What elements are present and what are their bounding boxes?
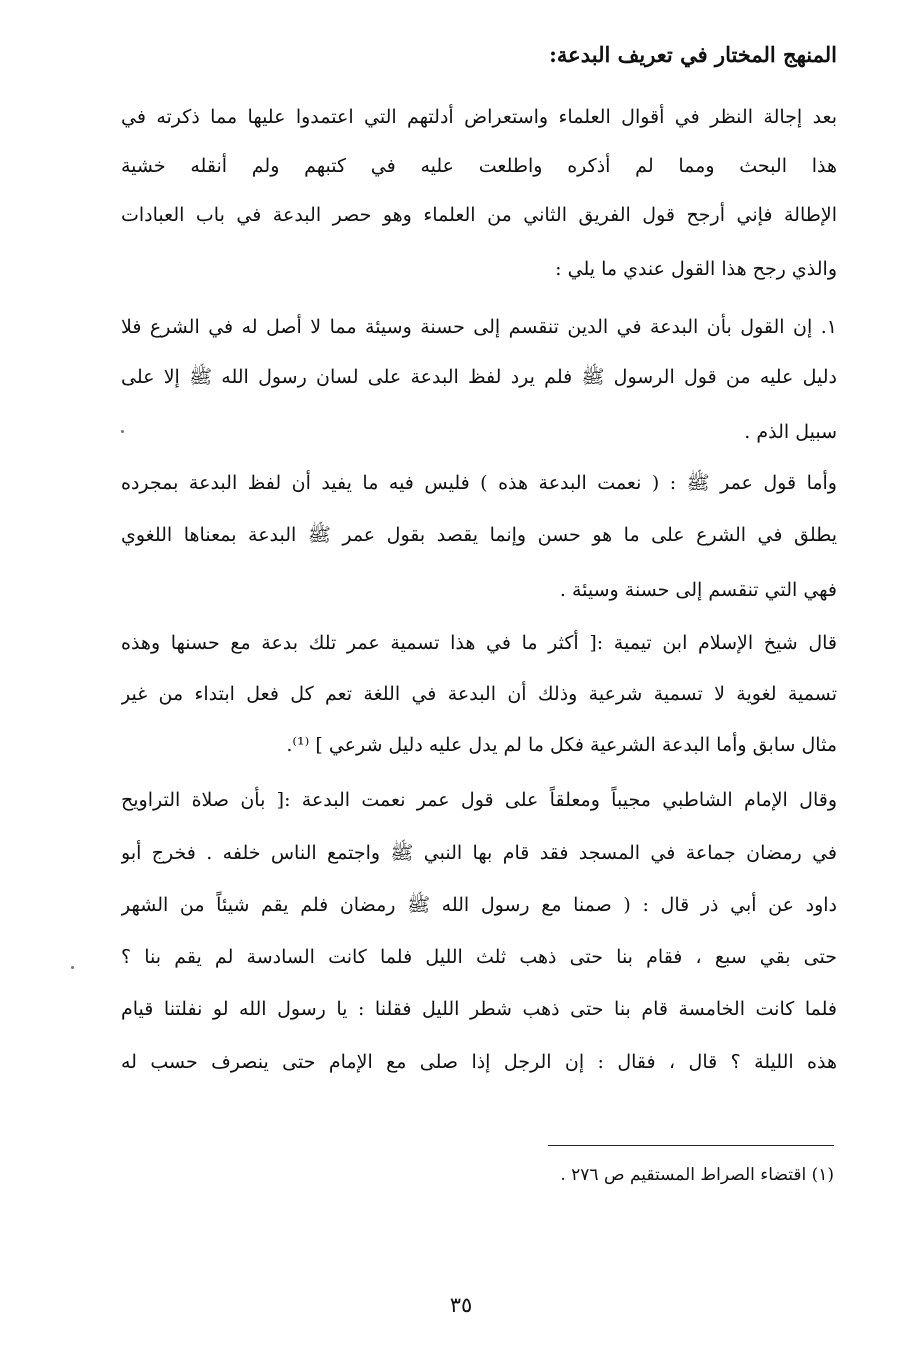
body-line-11: قال شيخ الإسلام ابن تيمية :[ أكثر ما في هذا تسمية عمر تلك بدعة مع حسنها وهذه	[121, 632, 837, 654]
body-line-19: هذه الليلة ؟ قال ، فقال : إن الرجل إذا صلى مع الإمام حتى ينصرف حسب له	[121, 1051, 837, 1073]
body-line-2: هذا البحث ومما لم أذكره واطلعت عليه في كتبهم ولم أنقله خشية	[121, 155, 837, 177]
body-line-3: الإطالة فإني أرجح قول الفريق الثاني من العلماء وهو حصر البدعة في باب العبادات	[121, 204, 837, 226]
body-line-16: داود عن أبي ذر قال : ( صمنا مع رسول الله ﷺ رمضان فلم يقم شيئاً من الشهر	[121, 894, 837, 916]
body-line-13: مثال سابق وأما البدعة الشرعية فكل ما لم يدل عليه دليل شرعي ] ⁽¹⁾.	[286, 734, 837, 756]
scan-speck	[71, 966, 74, 969]
page-number: ٣٥	[449, 1293, 473, 1317]
footnote-divider	[548, 1145, 834, 1146]
body-line-1: بعد إجالة النظر في أقوال العلماء واستعراض أدلتهم التي اعتمدوا عليها مما ذكرته في	[121, 106, 837, 128]
body-line-12: تسمية لغوية لا تسمية شرعية وذلك أن البدعة في اللغة تعم كل فعل ابتداء من غير	[121, 683, 837, 705]
body-line-7: سبيل الذم .	[744, 421, 837, 443]
body-line-6: دليل عليه من قول الرسول ﷺ فلم يرد لفظ البدعة على لسان رسول الله ﷺ إلا على	[121, 366, 837, 388]
footnote: (١) اقتضاء الصراط المستقيم ص ٢٧٦ .	[560, 1165, 834, 1185]
body-line-4: والذي رجح هذا القول عندي ما يلي :	[555, 258, 837, 280]
body-line-10: فهي التي تنقسم إلى حسنة وسيئة .	[559, 579, 837, 601]
body-line-17: حتى بقي سبع ، فقام بنا حتى ذهب ثلث الليل فلما كانت السادسة لم يقم بنا ؟	[121, 946, 837, 968]
body-line-5: ١. إن القول بأن البدعة في الدين تنقسم إلى حسنة وسيئة مما لا أصل له في الشرع فلا	[121, 316, 837, 338]
body-line-8: وأما قول عمر ﷺ : ( نعمت البدعة هذه ) فليس فيه ما يفيد أن لفظ البدعة بمجرده	[121, 472, 837, 494]
body-line-14: وقال الإمام الشاطبي مجيباً ومعلقاً على قول عمر نعمت البدعة :[ بأن صلاة التراويح	[121, 789, 837, 811]
body-line-9: يطلق في الشرع على ما هو حسن وإنما يقصد بقول عمر ﷺ البدعة بمعناها اللغوي	[121, 524, 837, 546]
body-line-15: في رمضان جماعة في المسجد فقد قام بها النبي ﷺ واجتمع الناس خلفه . فخرج أبو	[121, 842, 837, 864]
scan-speck	[121, 430, 124, 433]
body-line-18: فلما كانت الخامسة قام بنا حتى ذهب شطر الليل فقلنا : يا رسول الله لو نفلتنا قيام	[121, 998, 837, 1020]
section-heading: المنهج المختار في تعريف البدعة:	[549, 42, 837, 67]
